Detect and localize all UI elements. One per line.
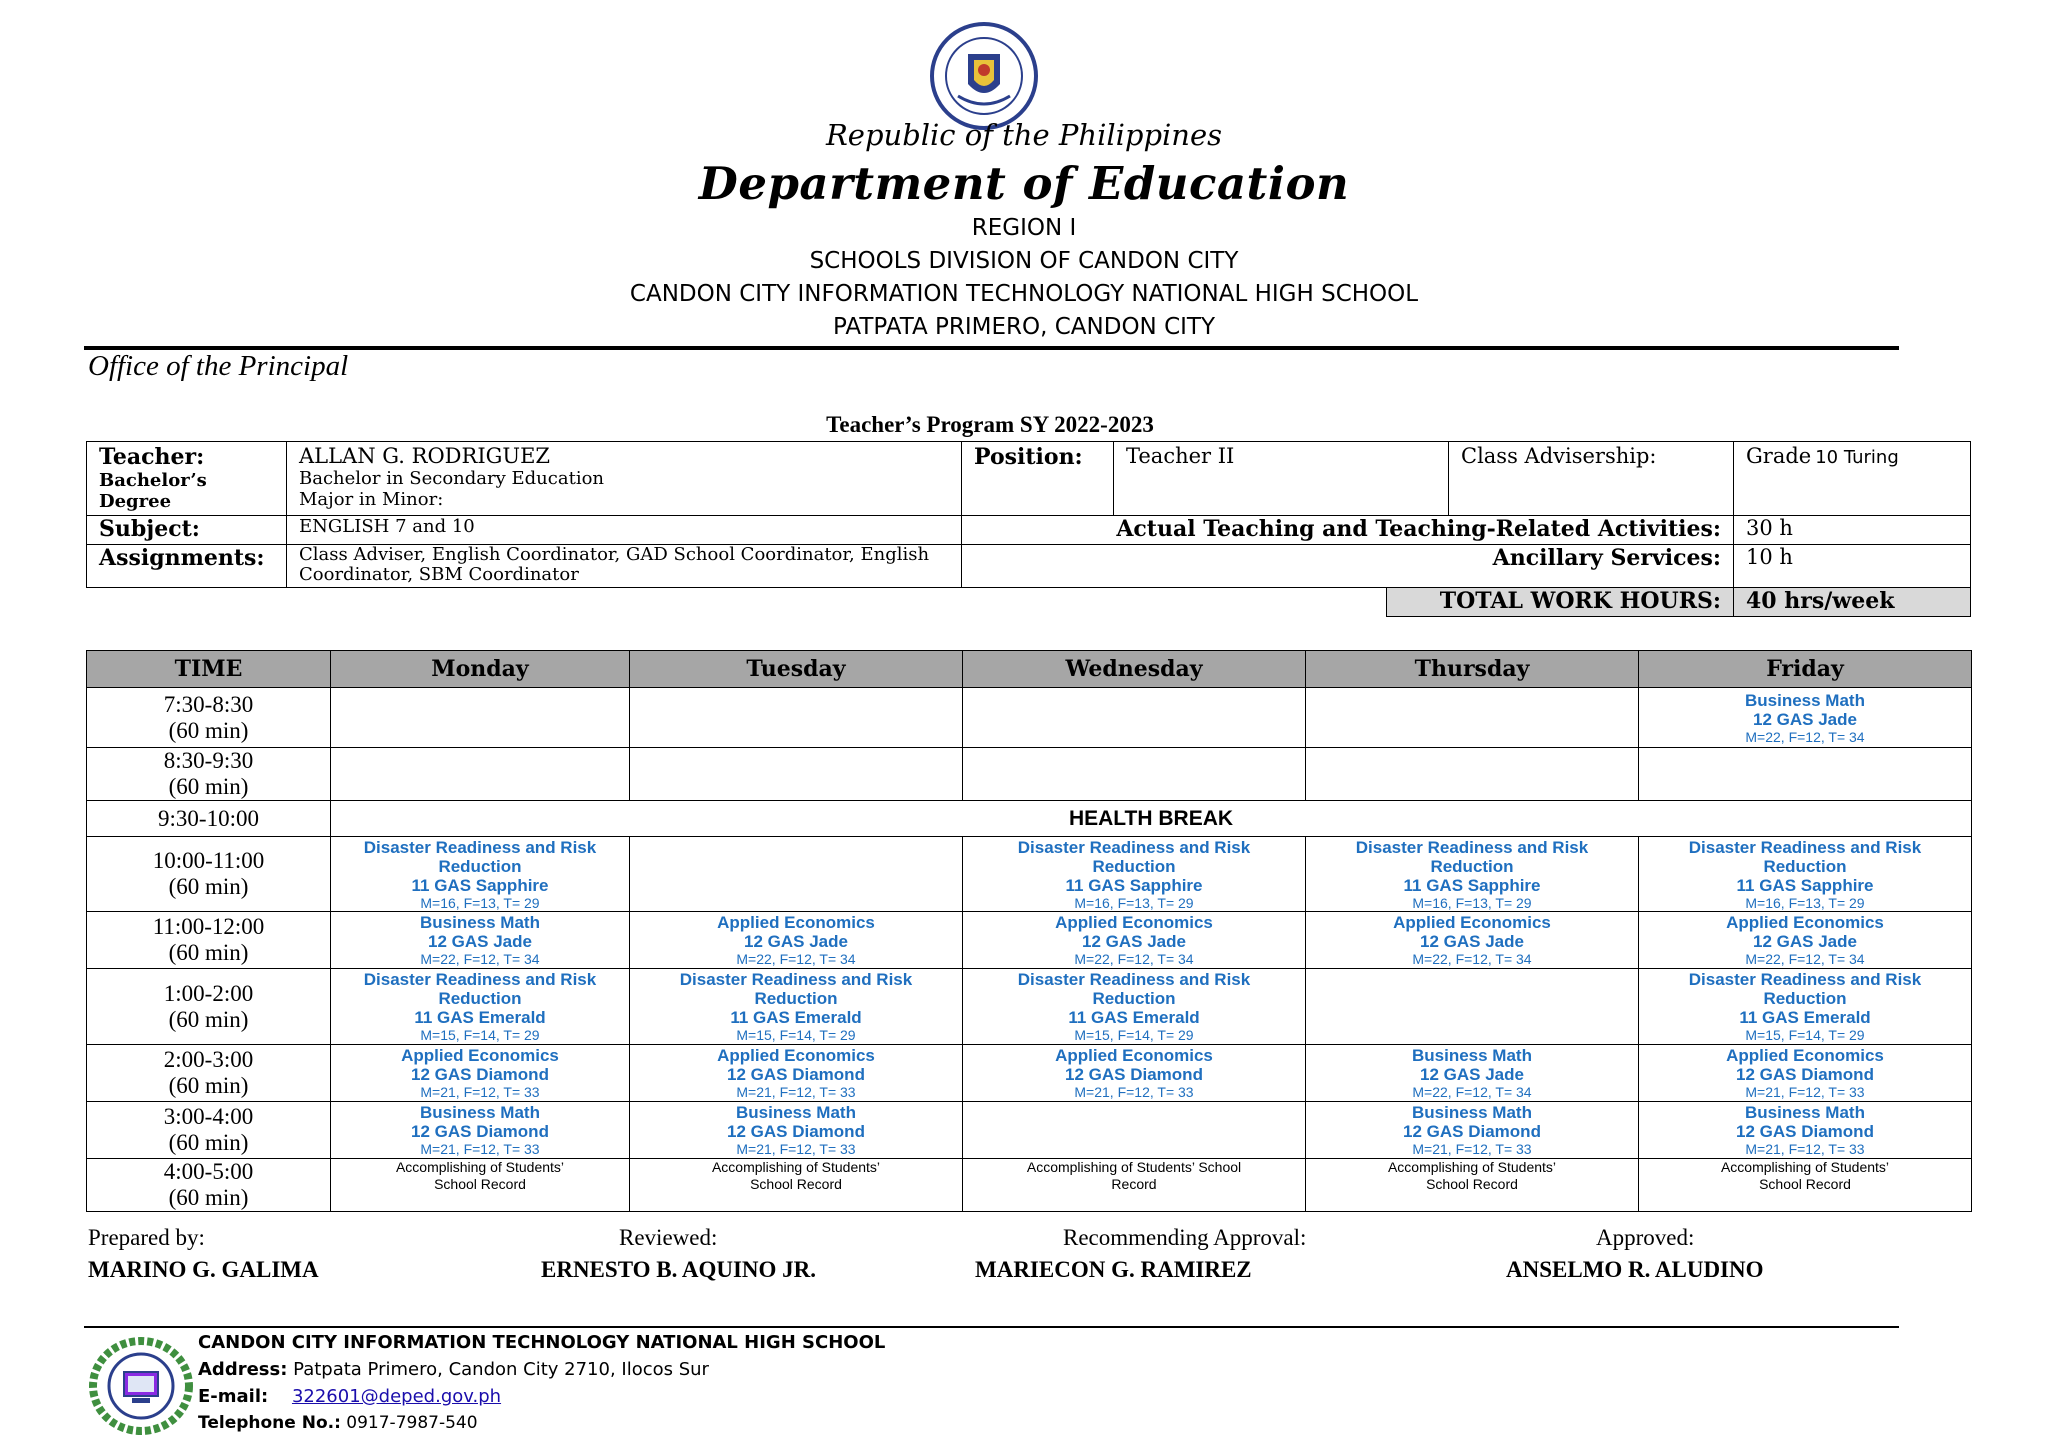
schedule-cell xyxy=(963,837,1306,912)
header-divider xyxy=(84,346,1899,350)
class-enrollment: M=16, F=13, T= 29 xyxy=(420,894,540,911)
class-section: 12 GAS Diamond xyxy=(1736,1065,1874,1084)
class-enrollment: M=16, F=13, T= 29 xyxy=(1412,894,1532,911)
ancillary-label: Ancillary Services: xyxy=(1492,545,1721,571)
schedule-cell xyxy=(1306,748,1639,801)
class-enrollment: M=21, F=12, T= 33 xyxy=(1745,1141,1865,1157)
table-row xyxy=(87,1102,1972,1159)
subject-label: Subject: xyxy=(99,516,200,542)
class-subject: Applied Economics xyxy=(1055,913,1213,932)
approved-name: ANSELMO R. ALUDINO xyxy=(1506,1257,1764,1282)
division-text: SCHOOLS DIVISION OF CANDON CITY xyxy=(809,248,1239,274)
schedule-cell xyxy=(331,969,630,1045)
deped-seal-icon xyxy=(928,20,1040,132)
total-label-cell xyxy=(1386,587,1734,617)
time-range: 8:30-9:30 xyxy=(163,748,254,773)
table-row xyxy=(87,837,1972,912)
assignments-cell xyxy=(286,544,962,588)
prepared-label: Prepared by: xyxy=(88,1225,205,1250)
schedule-cell xyxy=(963,969,1306,1045)
header-monday: Monday xyxy=(331,651,630,688)
class-section: 12 GAS Diamond xyxy=(727,1065,865,1084)
class-entry xyxy=(963,1046,1305,1100)
schedule-cell xyxy=(1639,1159,1972,1212)
activity-note: Accomplishing of Students’ School Record xyxy=(1387,1159,1557,1192)
class-entry xyxy=(1639,1103,1971,1157)
table-row xyxy=(87,688,1972,748)
assignments-label-cell xyxy=(86,544,287,588)
school-name: CANDON CITY INFORMATION TECHNOLOGY NATIONAL HIGH SCHOOL xyxy=(629,281,1419,307)
footer-address-label: Address: xyxy=(198,1359,288,1380)
class-entry xyxy=(331,970,629,1043)
position-label: Position: xyxy=(974,444,1083,470)
activity-note: Accomplishing of Students’ School Record xyxy=(1720,1159,1890,1192)
footer-email-label: E-mail: xyxy=(198,1386,269,1407)
time-cell xyxy=(87,1159,331,1212)
teacher-name-cell xyxy=(286,441,962,516)
recommending-name: MARIECON G. RAMIREZ xyxy=(975,1257,1252,1282)
class-section: 12 GAS Jade xyxy=(1082,932,1186,951)
time-duration: (60 min) xyxy=(168,1185,249,1210)
header-wednesday: Wednesday xyxy=(963,651,1306,688)
schedule-header-row xyxy=(87,651,1972,688)
subject-label-cell xyxy=(86,515,287,545)
republic-text: Republic of the Philippines xyxy=(825,118,1223,152)
assignments-value: Class Adviser, English Coordinator, GAD School Coordinator, English Coordinator, SBM Coordinator xyxy=(299,544,930,585)
class-entry xyxy=(1639,913,1971,967)
time-range: 10:00-11:00 xyxy=(152,848,265,873)
reviewed-name: ERNESTO B. AQUINO JR. xyxy=(541,1257,817,1282)
footer-phone-label: Telephone No.: xyxy=(198,1413,341,1433)
advisership-section: 10 Turing xyxy=(1815,447,1899,468)
class-subject: Disaster Readiness and Risk Reduction xyxy=(363,837,597,876)
approved-label: Approved: xyxy=(1596,1225,1695,1250)
ancillary-hours: 10 h xyxy=(1746,545,1793,569)
class-section: 12 GAS Diamond xyxy=(411,1065,549,1084)
class-subject: Business Math xyxy=(1412,1103,1532,1122)
schedule-cell xyxy=(963,748,1306,801)
class-enrollment: M=15, F=14, T= 29 xyxy=(1074,1027,1194,1043)
schedule-table xyxy=(86,650,1972,1212)
position-cell xyxy=(1113,441,1449,516)
table-row xyxy=(87,912,1972,969)
schedule-cell xyxy=(1306,969,1639,1045)
class-subject: Disaster Readiness and Risk Reduction xyxy=(1688,970,1922,1008)
class-enrollment: M=22, F=12, T= 34 xyxy=(1745,728,1865,745)
time-range: 4:00-5:00 xyxy=(163,1159,254,1184)
activity-note: Accomplishing of Students’ School Record xyxy=(395,1159,565,1192)
class-enrollment: M=15, F=14, T= 29 xyxy=(1745,1027,1865,1043)
assignments-label: Assignments: xyxy=(99,545,265,571)
teaching-hours: 30 h xyxy=(1746,516,1793,540)
class-enrollment: M=15, F=14, T= 29 xyxy=(420,1027,540,1043)
schedule-cell xyxy=(1306,837,1639,912)
total-label: TOTAL WORK HOURS: xyxy=(1439,588,1721,614)
schedule-cell xyxy=(1639,1102,1972,1159)
teacher-label: Teacher: xyxy=(99,444,205,470)
class-enrollment: M=21, F=12, T= 33 xyxy=(420,1141,540,1157)
class-entry xyxy=(630,970,962,1043)
teaching-hours-cell xyxy=(1733,515,1971,545)
class-subject: Applied Economics xyxy=(717,913,875,932)
class-entry xyxy=(331,913,629,967)
footer-email xyxy=(198,1386,501,1407)
class-entry xyxy=(1306,838,1638,911)
class-section: 12 GAS Diamond xyxy=(1403,1122,1541,1141)
class-section: 11 GAS Emerald xyxy=(414,1008,546,1027)
class-enrollment: M=15, F=14, T= 29 xyxy=(736,1027,856,1043)
schedule-cell xyxy=(331,837,630,912)
class-section: 12 GAS Jade xyxy=(1753,709,1857,729)
class-subject: Business Math xyxy=(1412,1046,1532,1065)
schedule-cell xyxy=(331,1045,630,1102)
ancillary-label-cell xyxy=(961,544,1734,588)
ancillary-hours-cell xyxy=(1733,544,1971,588)
class-entry xyxy=(1306,913,1638,967)
schedule-cell xyxy=(331,912,630,969)
time-cell xyxy=(87,912,331,969)
class-enrollment: M=22, F=12, T= 34 xyxy=(1412,951,1532,967)
class-entry xyxy=(963,970,1305,1043)
position-label-cell xyxy=(961,441,1114,516)
schedule-cell xyxy=(630,688,963,748)
class-enrollment: M=22, F=12, T= 34 xyxy=(1412,1084,1532,1100)
schedule-cell xyxy=(963,1045,1306,1102)
schedule-cell xyxy=(331,1102,630,1159)
table-row xyxy=(87,1045,1972,1102)
activity-note: Accomplishing of Students’ School Record xyxy=(1026,1159,1242,1192)
subject-value: ENGLISH 7 and 10 xyxy=(299,516,475,537)
class-enrollment: M=22, F=12, T= 34 xyxy=(1074,951,1194,967)
health-break-cell: HEALTH BREAK xyxy=(331,801,1972,837)
time-cell xyxy=(87,837,331,912)
region-text: REGION I xyxy=(971,215,1077,241)
header-time: TIME xyxy=(87,651,331,688)
table-row xyxy=(87,748,1972,801)
schedule-cell xyxy=(1306,912,1639,969)
class-enrollment: M=21, F=12, T= 33 xyxy=(1745,1084,1865,1100)
time-cell xyxy=(87,969,331,1045)
advisership-grade: Grade xyxy=(1746,444,1812,468)
teacher-name: ALLAN G. RODRIGUEZ xyxy=(299,444,551,468)
teacher-info-table xyxy=(86,441,1971,617)
school-logo-icon xyxy=(88,1336,194,1436)
degree-text: Bachelor in Secondary Education xyxy=(299,468,605,489)
schedule-cell xyxy=(1306,1045,1639,1102)
class-subject: Business Math xyxy=(1745,1103,1865,1122)
schedule-body xyxy=(87,688,1972,1212)
class-section: 12 GAS Diamond xyxy=(727,1122,865,1141)
class-section: 11 GAS Emerald xyxy=(1068,1008,1200,1027)
class-subject: Business Math xyxy=(736,1103,856,1122)
class-subject: Applied Economics xyxy=(1726,1046,1884,1065)
class-section: 12 GAS Diamond xyxy=(1065,1065,1203,1084)
schedule-cell xyxy=(1639,912,1972,969)
class-subject: Business Math xyxy=(420,1103,540,1122)
time-duration: (60 min) xyxy=(168,774,249,799)
schedule-cell xyxy=(1639,969,1972,1045)
class-subject: Applied Economics xyxy=(1726,913,1884,932)
class-entry xyxy=(1306,1046,1638,1100)
class-enrollment: M=16, F=13, T= 29 xyxy=(1745,894,1865,911)
class-entry xyxy=(1639,1046,1971,1100)
schedule-cell xyxy=(630,748,963,801)
class-section: 12 GAS Jade xyxy=(1753,932,1857,951)
class-entry xyxy=(1639,970,1971,1043)
school-address: PATPATA PRIMERO, CANDON CITY xyxy=(832,314,1216,340)
major-text: Major in Minor: xyxy=(299,489,444,510)
time-range: 1:00-2:00 xyxy=(163,980,254,1006)
program-title: Teacher’s Program SY 2022-2023 xyxy=(826,412,1154,437)
prepared-name: MARINO G. GALIMA xyxy=(88,1257,319,1282)
table-row xyxy=(87,1159,1972,1212)
schedule-cell xyxy=(1306,1102,1639,1159)
time-duration: (60 min) xyxy=(168,717,249,743)
time-range: 3:00-4:00 xyxy=(163,1104,254,1129)
table-row xyxy=(87,969,1972,1045)
class-section: 11 GAS Emerald xyxy=(1739,1008,1871,1027)
class-enrollment: M=21, F=12, T= 33 xyxy=(736,1141,856,1157)
class-section: 11 GAS Sapphire xyxy=(411,875,549,895)
schedule-cell xyxy=(963,688,1306,748)
class-enrollment: M=21, F=12, T= 33 xyxy=(420,1084,540,1100)
time-duration: (60 min) xyxy=(168,1073,249,1098)
class-subject: Disaster Readiness and Risk Reduction xyxy=(1355,837,1589,876)
class-enrollment: M=22, F=12, T= 34 xyxy=(420,951,540,967)
class-entry xyxy=(1639,838,1971,911)
time-duration: (60 min) xyxy=(168,1130,249,1155)
class-subject: Applied Economics xyxy=(1055,1046,1213,1065)
class-entry xyxy=(630,913,962,967)
class-section: 12 GAS Jade xyxy=(1420,1065,1524,1084)
time-duration: (60 min) xyxy=(168,874,249,899)
degree-label: Bachelor’s Degree xyxy=(99,470,207,512)
footer-phone-value: 0917-7987-540 xyxy=(346,1413,478,1433)
teacher-label-cell xyxy=(86,441,287,516)
schedule-cell xyxy=(331,688,630,748)
class-section: 11 GAS Sapphire xyxy=(1403,875,1541,895)
schedule-cell xyxy=(963,1159,1306,1212)
class-section: 11 GAS Sapphire xyxy=(1736,875,1874,895)
class-entry xyxy=(1306,1103,1638,1157)
footer-email-link[interactable]: 322601@deped.gov.ph xyxy=(291,1386,502,1407)
header-tuesday: Tuesday xyxy=(630,651,963,688)
schedule-cell xyxy=(331,748,630,801)
class-enrollment: M=21, F=12, T= 33 xyxy=(1412,1141,1532,1157)
class-entry xyxy=(630,1103,962,1157)
office-label: Office of the Principal xyxy=(88,350,349,382)
schedule-cell xyxy=(1639,1045,1972,1102)
time-cell xyxy=(87,688,331,748)
reviewed-label: Reviewed: xyxy=(619,1225,718,1250)
time-cell xyxy=(87,748,331,801)
advisership-cell xyxy=(1733,441,1971,516)
time-duration: (60 min) xyxy=(168,1006,249,1032)
schedule-cell xyxy=(1306,688,1639,748)
time-cell xyxy=(87,1102,331,1159)
total-hours: 40 hrs/week xyxy=(1746,588,1895,614)
class-entry xyxy=(331,1046,629,1100)
teaching-label: Actual Teaching and Teaching-Related Activities: xyxy=(1116,516,1721,542)
class-enrollment: M=22, F=12, T= 34 xyxy=(1745,951,1865,967)
schedule-cell xyxy=(963,912,1306,969)
time-duration: (60 min) xyxy=(168,940,249,965)
time-range: 2:00-3:00 xyxy=(163,1047,254,1072)
schedule-cell xyxy=(630,837,963,912)
class-enrollment: M=21, F=12, T= 33 xyxy=(736,1084,856,1100)
footer-address xyxy=(198,1359,709,1380)
class-entry xyxy=(963,838,1305,911)
schedule-cell xyxy=(630,1045,963,1102)
schedule-cell xyxy=(630,1102,963,1159)
time-range: 11:00-12:00 xyxy=(152,914,265,939)
teaching-label-cell xyxy=(961,515,1734,545)
class-enrollment: M=16, F=13, T= 29 xyxy=(1074,894,1194,911)
class-section: 11 GAS Sapphire xyxy=(1065,875,1203,895)
footer-address-value: Patpata Primero, Candon City 2710, Ilocos Sur xyxy=(293,1359,709,1380)
activity-note: Accomplishing of Students’ School Record xyxy=(711,1159,881,1192)
time-range: 7:30-8:30 xyxy=(163,691,254,717)
class-section: 12 GAS Jade xyxy=(428,932,532,951)
schedule-cell xyxy=(1639,688,1972,748)
schedule-cell xyxy=(630,912,963,969)
schedule-cell xyxy=(630,1159,963,1212)
schedule-cell xyxy=(1639,748,1972,801)
time-cell xyxy=(87,1045,331,1102)
class-subject: Disaster Readiness and Risk Reduction xyxy=(679,970,913,1008)
class-enrollment: M=21, F=12, T= 33 xyxy=(1074,1084,1194,1100)
class-enrollment: M=22, F=12, T= 34 xyxy=(736,951,856,967)
subject-cell xyxy=(286,515,962,545)
class-entry xyxy=(331,1103,629,1157)
class-section: 11 GAS Emerald xyxy=(730,1008,862,1027)
class-subject: Disaster Readiness and Risk Reduction xyxy=(1688,837,1922,876)
schedule-cell xyxy=(1306,1159,1639,1212)
class-section: 12 GAS Jade xyxy=(1420,932,1524,951)
header-thursday: Thursday xyxy=(1306,651,1639,688)
class-section: 12 GAS Diamond xyxy=(411,1122,549,1141)
class-subject: Disaster Readiness and Risk Reduction xyxy=(1017,970,1251,1008)
total-hours-cell xyxy=(1733,587,1971,617)
class-section: 12 GAS Diamond xyxy=(1736,1122,1874,1141)
time-cell xyxy=(87,801,331,837)
schedule-cell xyxy=(331,1159,630,1212)
schedule-cell xyxy=(630,969,963,1045)
position-value: Teacher II xyxy=(1126,444,1235,468)
recommending-label: Recommending Approval: xyxy=(1063,1225,1307,1250)
advisership-label: Class Advisership: xyxy=(1461,444,1657,468)
class-entry xyxy=(1639,691,1971,745)
class-section: 12 GAS Jade xyxy=(744,932,848,951)
class-entry xyxy=(331,838,629,911)
department-title: Department of Education xyxy=(698,157,1350,210)
header-friday: Friday xyxy=(1639,651,1972,688)
class-subject: Disaster Readiness and Risk Reduction xyxy=(1017,837,1251,876)
class-entry xyxy=(963,913,1305,967)
schedule-cell xyxy=(963,1102,1306,1159)
time-range: 9:30-10:00 xyxy=(158,805,259,831)
class-subject: Business Math xyxy=(1745,690,1865,710)
footer-phone xyxy=(198,1413,478,1433)
class-subject: Business Math xyxy=(420,913,540,932)
schedule-cell xyxy=(1639,837,1972,912)
class-subject: Applied Economics xyxy=(401,1046,559,1065)
class-subject: Applied Economics xyxy=(1393,913,1551,932)
table-row xyxy=(87,801,1972,837)
class-entry xyxy=(630,1046,962,1100)
class-subject: Disaster Readiness and Risk Reduction xyxy=(363,970,597,1008)
footer-divider xyxy=(84,1326,1899,1328)
footer-school-name: CANDON CITY INFORMATION TECHNOLOGY NATIONAL HIGH SCHOOL xyxy=(198,1332,886,1353)
class-subject: Applied Economics xyxy=(717,1046,875,1065)
advisership-label-cell xyxy=(1448,441,1734,516)
